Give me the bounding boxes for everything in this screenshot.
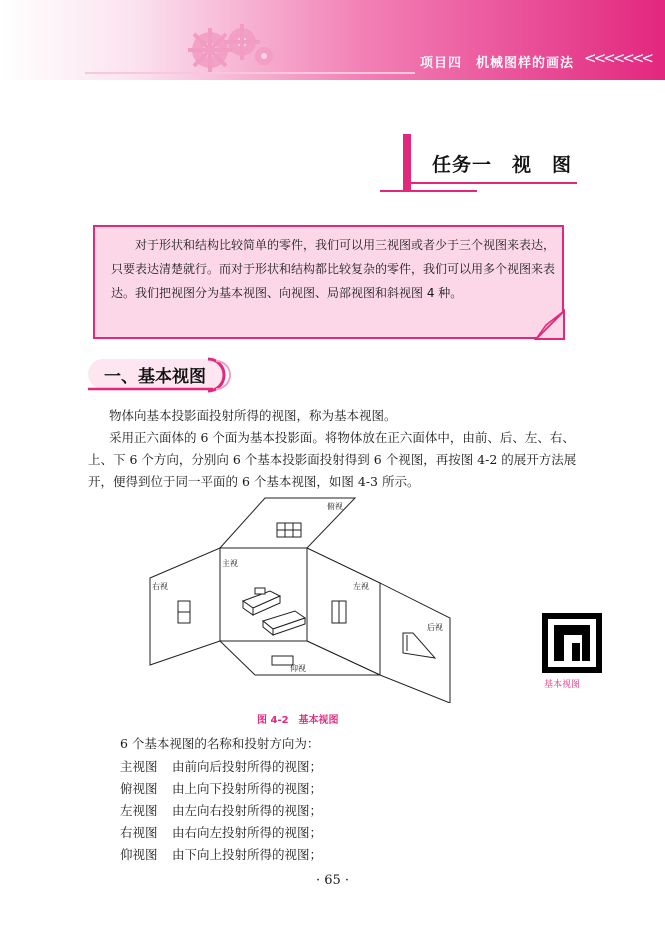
list-item (120, 822, 322, 844)
section-title: 一、基本视图 (104, 367, 206, 387)
label-top-view: 俯视 (327, 502, 343, 511)
list-item (120, 778, 322, 800)
figure-caption: 图 4-2 基本视图 (257, 715, 339, 726)
right-view-panel (150, 548, 220, 665)
label-left-view: 左视 (353, 582, 369, 591)
view-name: 俯视图 (120, 781, 158, 796)
view-desc: 由右向左投射所得的视图； (172, 825, 323, 840)
page-header (0, 0, 665, 80)
task-underline (411, 182, 577, 184)
label-right-view: 右视 (152, 582, 168, 591)
chevron-left-icon: <<<<<<< (584, 49, 651, 67)
chapter-title: 项目四 机械图样的画法 (420, 56, 575, 71)
back-view-panel (380, 583, 450, 703)
label-front-view: 主视 (222, 559, 238, 568)
intro-note (85, 217, 572, 347)
view-name: 主视图 (120, 759, 158, 774)
view-desc: 由左向右投射所得的视图； (172, 803, 323, 818)
view-name: 仰视图 (120, 847, 158, 862)
label-bottom-view: 仰视 (290, 664, 306, 673)
list-item (120, 844, 322, 866)
task-heading-bar (403, 134, 411, 192)
view-desc: 由上向下投射所得的视图； (172, 781, 323, 796)
view-desc: 由下向上投射所得的视图； (172, 847, 323, 862)
basic-views-figure (145, 493, 475, 703)
list-item (120, 800, 322, 822)
list-item (120, 756, 322, 778)
page-fold-icon (528, 303, 572, 347)
qr-caption: 基本视图 (544, 680, 581, 690)
intro-note-panel (93, 225, 564, 339)
view-name: 右视图 (120, 825, 158, 840)
task-title: 任务一 视 图 (432, 154, 573, 176)
view-desc: 由前向后投射所得的视图； (172, 759, 323, 774)
header-divider (85, 72, 415, 74)
qr-code-icon[interactable] (542, 613, 602, 673)
label-back-view: 后视 (427, 623, 443, 632)
views-intro: 6 个基本视图的名称和投射方向为： (120, 736, 320, 751)
task-underline-2 (380, 190, 477, 192)
views-list (120, 756, 322, 866)
paragraph-method: 采用正六面体的 6 个面为基本投影面。将物体放在正六面体中，由前、后、左、右、上、下 6 个方向，分别向 6 个基本投影面投射得到 6 个视图，再按图 4-2 的展开方法展开，便得到位于同一平面的 6 个基本视图，如图 4-3 所示。 (88, 430, 577, 489)
intro-note-text: 对于形状和结构比较简单的零件，我们可以用三视图或者少于三个视图来表达，只要表达清楚就行。而对于形状和结构都比较复杂的零件，我们可以用多个视图来表达。我们把视图分为基本视图、向视图、局部视图和斜视图 4 种。 (111, 238, 556, 300)
view-name: 左视图 (120, 803, 158, 818)
paragraph-definition: 物体向基本投影面投射所得的视图，称为基本视图。 (109, 408, 397, 423)
gear-decoration-icon (180, 16, 280, 72)
page-number: · 65 · (315, 873, 350, 888)
